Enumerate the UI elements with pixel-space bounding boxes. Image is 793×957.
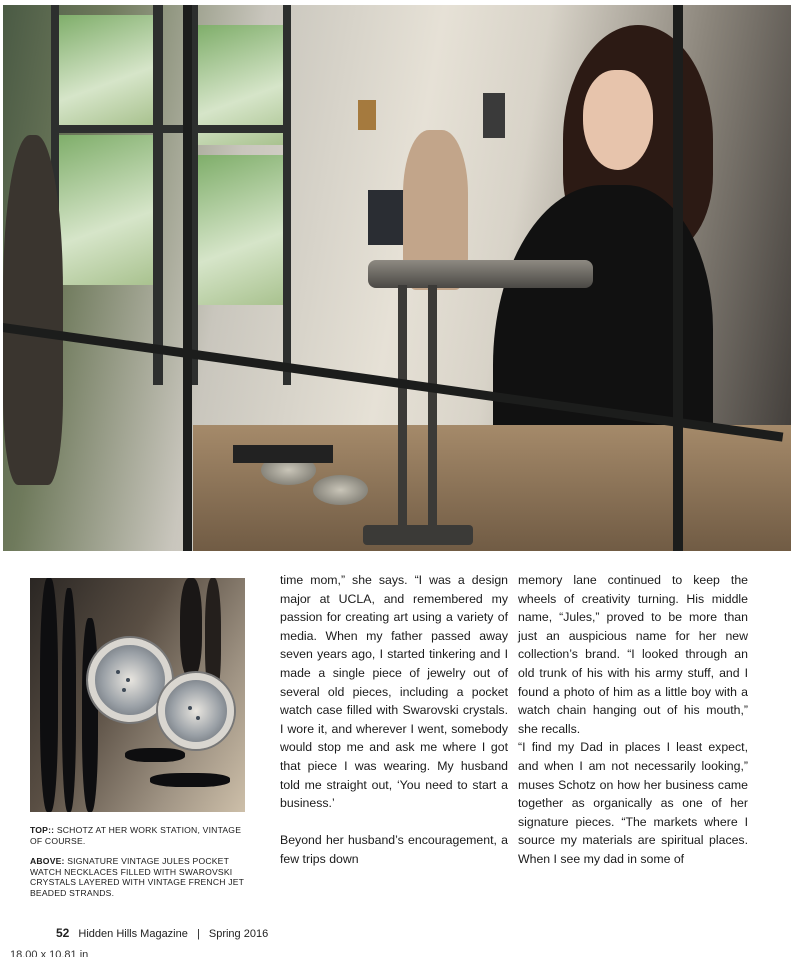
trim-size-text: 18.00 x 10.81 in bbox=[10, 949, 89, 957]
caption-top bbox=[30, 825, 245, 846]
issue-date: Spring 2016 bbox=[208, 928, 269, 940]
page-number: 52 bbox=[56, 926, 70, 940]
caption-above-text: SIGNATURE VINTAGE JULES POCKET WATCH NECKLACES FILLED WITH SWAROVSKI CRYSTALS LAYERED WITH VINTAGE FRENCH JET BEADED STRANDS. bbox=[30, 856, 244, 898]
article-paragraph: Beyond her husband’s encouragement, a few trips down bbox=[280, 833, 508, 866]
article-column-2 bbox=[518, 571, 748, 869]
article-paragraph: memory lane continued to keep the wheels of creativity turning. His middle name, “Jules,” proved to be more than just an auspicious name for her new collection’s brand. “I looked through an old trunk of his with his army stuff, and I found a photo of him as a little boy with a watch chain hanging out of his mouth,” she recalls. bbox=[518, 573, 748, 736]
top-photo bbox=[3, 5, 791, 551]
article-paragraph: time mom,” she says. “I was a design major at UCLA, and remembered my passion for creating art using a variety of media. When my father passed away seven years ago, I started tinkering and I made a single piece of jewelry out of several old pieces, including a pocket watch case filled with Swarovski crystals. I wore it, and wherever I went, somebody would stop me and ask me where I got that piece I was wearing. My husband told me straight out, ‘You need to start a business.’ bbox=[280, 573, 508, 811]
caption-top-label: TOP:: bbox=[30, 825, 55, 835]
caption-top-text: SCHOTZ AT HER WORK STATION, VINTAGE OF COURSE. bbox=[30, 825, 242, 846]
inset-photo bbox=[30, 578, 245, 812]
article-column-1 bbox=[280, 571, 508, 869]
footer-separator: | bbox=[196, 928, 200, 940]
caption-above-label: ABOVE: bbox=[30, 856, 65, 866]
caption-above bbox=[30, 856, 245, 898]
trim-size-mark bbox=[0, 946, 120, 957]
page-footer bbox=[56, 926, 268, 940]
article-paragraph: “I find my Dad in places I least expect, and when I am not necessarily looking,” muses Schotz on how her business came together as organically as one of her signature pieces. “The markets where I source my materials are spiritual places. When I see my dad in some of bbox=[518, 740, 748, 866]
magazine-name: Hidden Hills Magazine bbox=[78, 928, 188, 940]
